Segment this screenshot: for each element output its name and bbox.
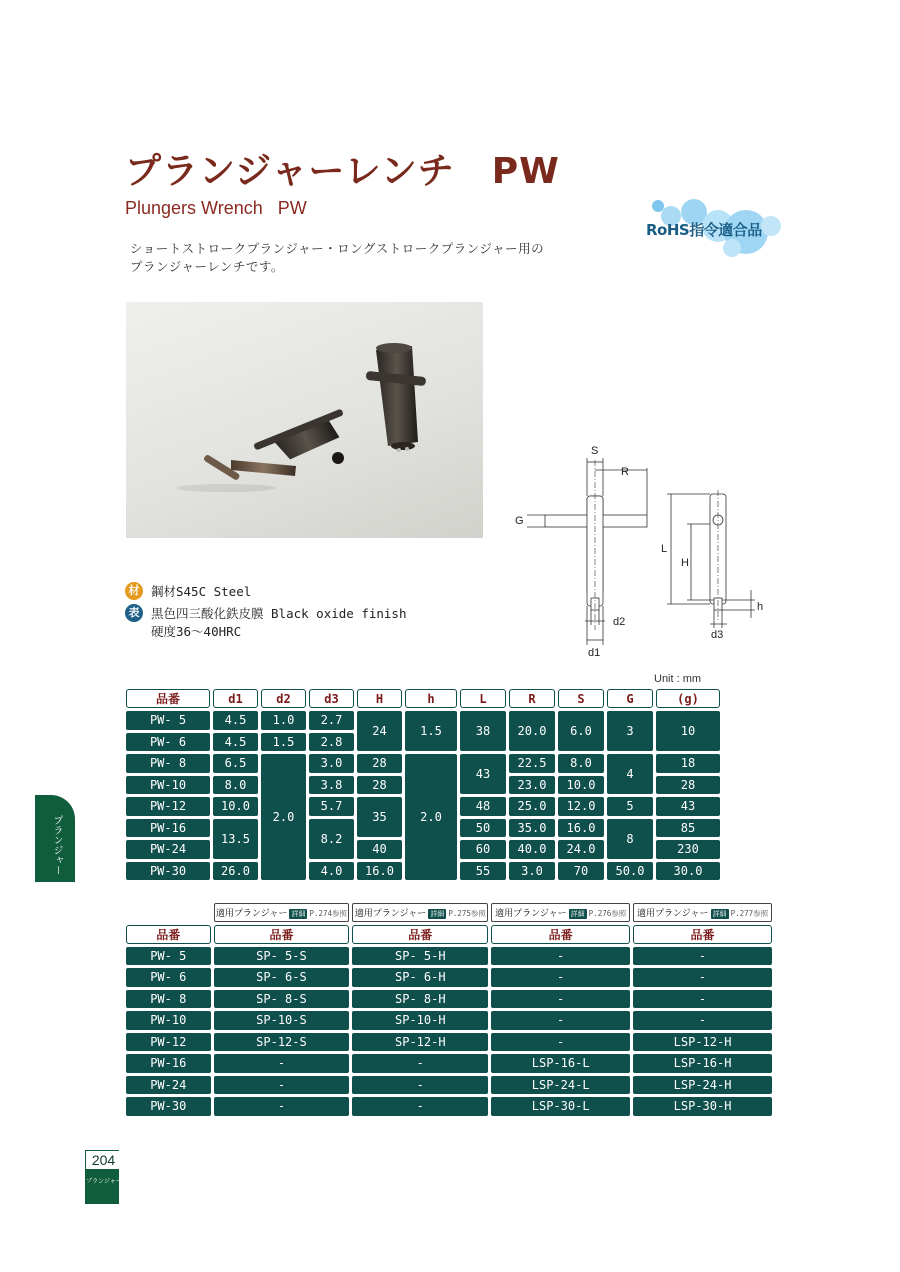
col-header: H — [357, 689, 402, 708]
compatible-plunger: - — [491, 990, 630, 1009]
table-row — [126, 1033, 772, 1052]
description-line: ショートストロークプランジャー・ロングストロークプランジャー用の — [130, 241, 545, 256]
cell-d3: 16.0 — [357, 862, 402, 881]
reference-label: 適用プランジャー — [354, 908, 427, 919]
col-header: G — [607, 689, 653, 708]
compatible-plunger: - — [491, 947, 630, 966]
cell-R: 25.0 — [509, 797, 555, 816]
compatible-plunger: LSP-30-H — [633, 1097, 772, 1116]
part-number: PW-30 — [126, 1097, 211, 1116]
col-header: 品番 — [352, 925, 488, 944]
cell-weight: 10 — [656, 711, 720, 751]
cell-d1: 13.5 — [213, 819, 258, 859]
table-row — [126, 711, 726, 730]
col-header: 品番 — [126, 689, 210, 708]
cell-L: 48 — [460, 797, 506, 816]
cell-d1: 6.5 — [213, 754, 258, 773]
cell-weight: 230 — [656, 840, 720, 859]
reference-label: 適用プランジャー — [215, 908, 288, 919]
cell-d1: 4.5 — [213, 733, 258, 752]
col-header: L — [460, 689, 506, 708]
cell-G: 5 — [607, 797, 653, 816]
cell-S: 30.0 — [656, 862, 720, 881]
reference-link[interactable] — [633, 903, 772, 922]
part-number: PW- 8 — [126, 754, 210, 773]
col-header: 品番 — [491, 925, 630, 944]
compatible-plunger: - — [491, 1033, 630, 1052]
compatible-plunger: SP- 8-S — [214, 990, 350, 1009]
table-header-row — [126, 925, 772, 944]
reference-page: P.277参照 — [730, 908, 769, 918]
cell-d3: 5.7 — [309, 797, 354, 816]
col-header: 品番 — [214, 925, 350, 944]
compatible-plunger-table — [123, 900, 775, 1119]
label-H: H — [681, 557, 689, 569]
cell-H: 24 — [357, 711, 402, 751]
compatible-plunger: LSP-16-H — [633, 1054, 772, 1073]
reference-label: 適用プランジャー — [636, 908, 709, 919]
compatible-plunger: - — [491, 1011, 630, 1030]
col-header: 品番 — [633, 925, 772, 944]
part-number: PW-12 — [126, 797, 210, 816]
page-subtitle: Plungers Wrench PW — [125, 198, 307, 218]
compatible-plunger: LSP-24-H — [633, 1076, 772, 1095]
col-header: d1 — [213, 689, 258, 708]
cell-R: 35.0 — [509, 819, 555, 838]
hardness-spec — [151, 622, 241, 640]
detail-tag: 詳細 — [712, 909, 727, 918]
finish-badge: 表 — [125, 604, 143, 622]
compatible-plunger: - — [633, 1011, 772, 1030]
material-badge: 材 — [125, 582, 143, 600]
compatible-plunger: LSP-16-L — [491, 1054, 630, 1073]
reference-label: 適用プランジャー — [495, 908, 567, 919]
reference-row — [126, 903, 772, 922]
side-tab-label: プランジャー — [51, 815, 62, 875]
reference-page: P.275参照 — [448, 908, 486, 918]
reference-link[interactable] — [491, 903, 630, 922]
part-number: PW- 8 — [126, 990, 211, 1009]
reference-page: P.276参照 — [588, 908, 627, 918]
part-number: PW-16 — [126, 1054, 211, 1073]
compatible-plunger: LSP-30-L — [491, 1097, 630, 1116]
cell-weight: 28 — [656, 776, 720, 795]
cell-weight: 43 — [656, 797, 720, 816]
cell-G: 4 — [607, 754, 653, 794]
compatible-plunger: SP- 8-H — [352, 990, 488, 1009]
cell-R: 20.0 — [509, 711, 555, 751]
cell-R: 40.0 — [509, 840, 555, 859]
part-number: PW- 6 — [126, 968, 211, 987]
label-G: G — [515, 515, 524, 527]
cell-S: 12.0 — [558, 797, 604, 816]
dimension-drawing — [505, 440, 785, 660]
cell-d2: 4.0 — [309, 862, 354, 881]
page-caption: プランジャー — [86, 1178, 122, 1185]
rohs-label: RoHS指令適合品 — [646, 221, 762, 239]
hardness-text: 硬度36～40HRC — [151, 624, 242, 639]
col-header: S — [558, 689, 604, 708]
compatible-plunger: - — [352, 1076, 488, 1095]
compatible-plunger: SP- 6-H — [352, 968, 488, 987]
col-header: R — [509, 689, 555, 708]
cell-S: 8.0 — [558, 754, 604, 773]
part-number: PW- 5 — [126, 947, 211, 966]
compatible-plunger: - — [633, 947, 772, 966]
cell-H: 28 — [357, 754, 402, 773]
part-number: PW-30 — [126, 862, 210, 881]
part-number: PW-16 — [126, 819, 210, 838]
table-row — [126, 990, 772, 1009]
cell-S: 24.0 — [558, 840, 604, 859]
cell-weight: 18 — [656, 754, 720, 773]
col-header: 品番 — [126, 925, 211, 944]
cell-L: 50 — [460, 819, 506, 838]
cell-d2: 2.0 — [261, 754, 306, 880]
table-row — [126, 1076, 772, 1095]
label-d1: d1 — [588, 647, 601, 659]
cell-S: 6.0 — [558, 711, 604, 751]
reference-page: P.274参照 — [309, 908, 348, 918]
compatible-plunger: - — [633, 968, 772, 987]
description-line: プランジャーレンチです。 — [130, 259, 284, 274]
compatible-plunger: SP-12-S — [214, 1033, 350, 1052]
compatible-plunger: - — [633, 990, 772, 1009]
cell-G: 3 — [607, 711, 653, 751]
cell-d1: 4.5 — [213, 711, 258, 730]
finish-spec — [125, 604, 407, 622]
page-number: 204 — [86, 1151, 121, 1169]
cell-S: 16.0 — [558, 819, 604, 838]
cell-d3: 2.8 — [309, 733, 354, 752]
page-title: プランジャーレンチ PW — [125, 151, 560, 192]
col-header: d2 — [261, 689, 306, 708]
table-row — [126, 947, 772, 966]
cell-h: 3.0 — [509, 862, 555, 881]
label-h: h — [757, 601, 764, 613]
label-L: L — [661, 543, 668, 555]
compatible-plunger: - — [214, 1054, 350, 1073]
cell-d1: 26.0 — [213, 862, 258, 881]
cell-S: 10.0 — [558, 776, 604, 795]
part-number: PW-10 — [126, 1011, 211, 1030]
table-row — [126, 1054, 772, 1073]
compatible-plunger: SP-10-H — [352, 1011, 488, 1030]
cell-d3: 3.0 — [309, 754, 354, 773]
part-number: PW-10 — [126, 776, 210, 795]
material-text: 鋼材S45C Steel — [151, 584, 252, 599]
table-row — [126, 754, 726, 773]
cell-H: 40 — [357, 840, 402, 859]
empty-cell — [126, 903, 211, 922]
cell-d3: 3.8 — [309, 776, 354, 795]
cell-L: 60 — [460, 840, 506, 859]
reference-link[interactable] — [352, 903, 488, 922]
compatible-plunger: - — [352, 1097, 488, 1116]
table-row — [126, 1011, 772, 1030]
cell-L: 70 — [558, 862, 604, 881]
col-header: (g) — [656, 689, 720, 708]
cell-h: 1.5 — [405, 711, 457, 751]
compatible-plunger: SP- 5-H — [352, 947, 488, 966]
compatible-plunger: - — [214, 1097, 350, 1116]
description — [130, 240, 544, 276]
col-header: h — [405, 689, 457, 708]
cell-H: 35 — [357, 797, 402, 837]
part-number: PW-24 — [126, 1076, 211, 1095]
product-photo — [126, 302, 483, 538]
cell-d1: 10.0 — [213, 797, 258, 816]
compatible-plunger: LSP-12-H — [633, 1033, 772, 1052]
label-d2: d2 — [613, 616, 626, 628]
compatible-plunger: - — [352, 1054, 488, 1073]
cell-d1: 8.0 — [213, 776, 258, 795]
part-number: PW-24 — [126, 840, 210, 859]
compatible-plunger: - — [491, 968, 630, 987]
cell-H: 28 — [357, 776, 402, 795]
cell-h: 2.0 — [405, 754, 457, 880]
compatible-plunger: - — [214, 1076, 350, 1095]
detail-tag: 詳細 — [291, 909, 306, 918]
material-spec — [125, 582, 251, 600]
cell-G: 8 — [607, 819, 653, 859]
part-number: PW- 5 — [126, 711, 210, 730]
cell-d2: 1.0 — [261, 711, 306, 730]
part-number: PW-12 — [126, 1033, 211, 1052]
compatible-plunger: SP- 5-S — [214, 947, 350, 966]
cell-L: 38 — [460, 711, 506, 751]
cell-weight: 85 — [656, 819, 720, 838]
detail-tag: 詳細 — [570, 909, 585, 918]
col-header: d3 — [309, 689, 354, 708]
cell-R: 22.5 — [509, 754, 555, 773]
cell-R: 23.0 — [509, 776, 555, 795]
cell-d3: 8.2 — [309, 819, 354, 859]
reference-link[interactable] — [214, 903, 350, 922]
table-row — [126, 1097, 772, 1116]
wrench-photo-illustration — [126, 302, 483, 538]
table-header-row — [126, 689, 726, 708]
cell-L: 43 — [460, 754, 506, 794]
cell-d2: 1.5 — [261, 733, 306, 752]
compatible-plunger: SP-12-H — [352, 1033, 488, 1052]
compatible-plunger: LSP-24-L — [491, 1076, 630, 1095]
cell-R: 50.0 — [607, 862, 653, 881]
cell-H: 55 — [460, 862, 506, 881]
compatible-plunger: SP-10-S — [214, 1011, 350, 1030]
part-number: PW- 6 — [126, 733, 210, 752]
unit-label: Unit : mm — [654, 673, 702, 685]
compatible-plunger: SP- 6-S — [214, 968, 350, 987]
label-R: R — [621, 466, 629, 478]
cell-d3: 2.7 — [309, 711, 354, 730]
detail-tag: 詳細 — [430, 909, 445, 918]
label-S: S — [591, 445, 599, 457]
dimensions-table — [123, 686, 729, 883]
table-row — [126, 968, 772, 987]
finish-text: 黒色四三酸化鉄皮膜 Black oxide finish — [151, 606, 407, 621]
label-d3: d3 — [711, 629, 724, 641]
